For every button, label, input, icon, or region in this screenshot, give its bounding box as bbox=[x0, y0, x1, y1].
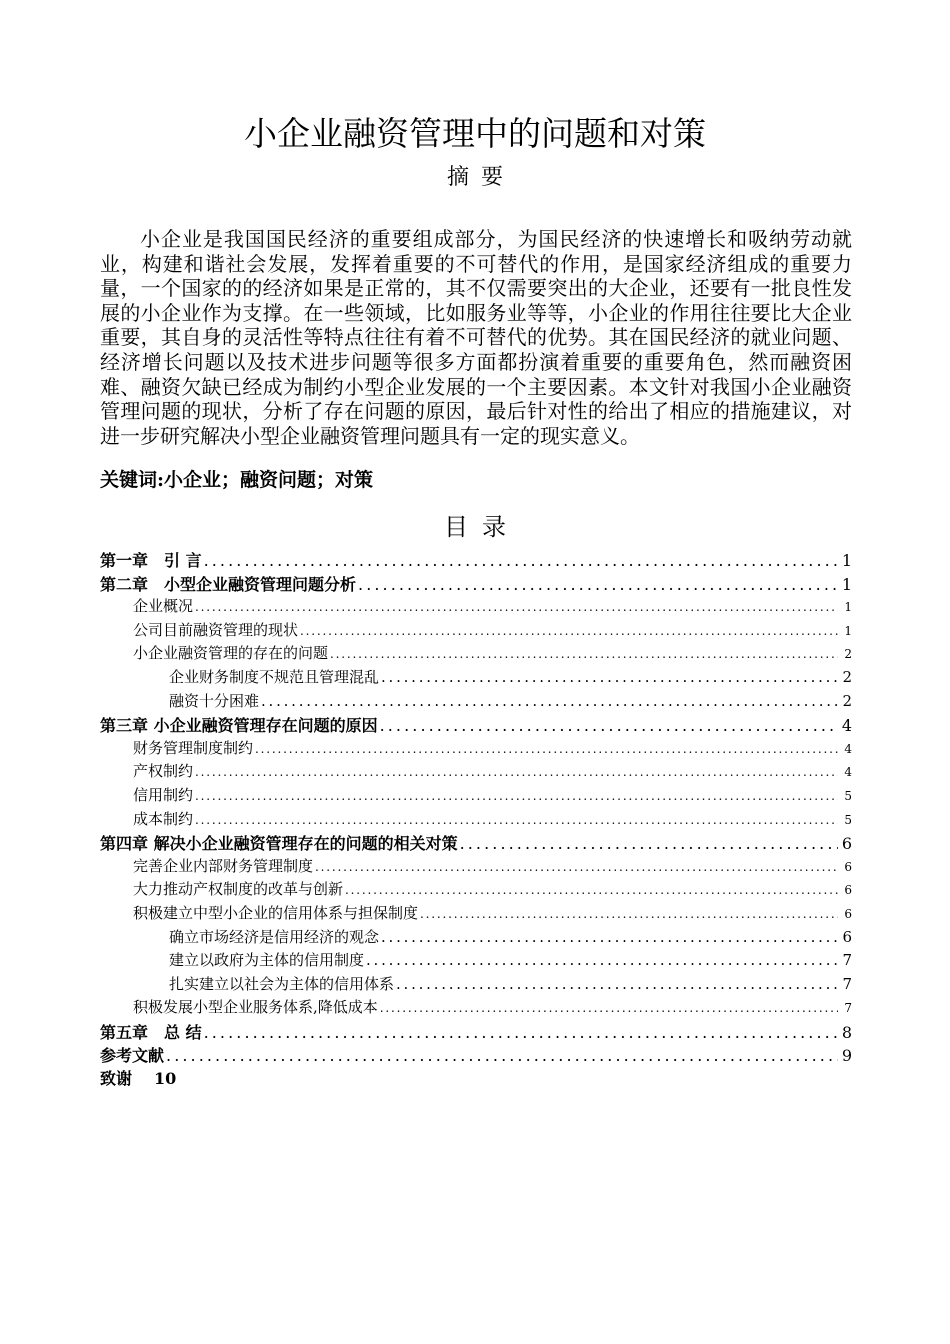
toc-entry-page: 2 bbox=[844, 647, 852, 662]
toc-entry-label: 企业概况 bbox=[133, 597, 194, 616]
toc-entry[interactable] bbox=[100, 855, 852, 879]
toc-leader-dots bbox=[300, 624, 838, 638]
toc-entry-label: 建立以政府为主体的信用制度 bbox=[169, 951, 365, 970]
toc-entry-label: 大力推动产权制度的改革与创新 bbox=[133, 880, 344, 899]
toc-leader-dots bbox=[195, 813, 838, 827]
toc-entry-label: 成本制约 bbox=[133, 809, 194, 828]
toc-entry-page: 8 bbox=[841, 1022, 852, 1042]
toc-leader-dots bbox=[315, 860, 838, 874]
toc-entry-page: 6 bbox=[844, 859, 852, 874]
toc-leader-dots bbox=[396, 975, 838, 993]
toc-entry-page: 7 bbox=[842, 951, 852, 970]
toc-entry-page: 5 bbox=[844, 812, 852, 827]
toc-entry-page: 6 bbox=[844, 883, 852, 898]
toc-entry[interactable] bbox=[100, 926, 852, 950]
toc-entry[interactable] bbox=[100, 1020, 852, 1044]
toc-leader-dots bbox=[460, 834, 838, 853]
toc-entry[interactable] bbox=[100, 713, 852, 737]
toc-entry-page: 4 bbox=[841, 716, 852, 736]
toc-entry[interactable] bbox=[100, 666, 852, 690]
toc-leader-dots bbox=[330, 647, 838, 661]
toc-entry-label: 财务管理制度制约 bbox=[133, 738, 254, 757]
toc-entry-label: 公司目前融资管理的现状 bbox=[133, 620, 299, 639]
toc-heading: 目录 bbox=[444, 513, 520, 541]
toc-entry-label: 第二章 小型企业融资管理问题分析 bbox=[100, 574, 357, 594]
toc-entry-page: 4 bbox=[844, 765, 852, 780]
toc-entry[interactable] bbox=[100, 1043, 852, 1067]
toc-entry[interactable] bbox=[100, 572, 852, 596]
toc-leader-dots bbox=[380, 716, 838, 735]
toc-entry[interactable] bbox=[100, 831, 852, 855]
toc-entry[interactable] bbox=[100, 690, 852, 714]
toc-entry-label: 产权制约 bbox=[133, 762, 194, 781]
toc-entry-label: 小企业融资管理的存在的问题 bbox=[133, 644, 329, 663]
toc-leader-dots bbox=[255, 742, 838, 756]
toc-entry-label: 融资十分困难 bbox=[169, 691, 260, 710]
toc-entry[interactable] bbox=[100, 973, 852, 997]
toc-entry-label: 扎实建立以社会为主体的信用体系 bbox=[169, 974, 395, 993]
toc-leader-dots bbox=[166, 1046, 838, 1065]
toc-entry-label: 信用制约 bbox=[133, 785, 194, 804]
toc-leader-dots bbox=[345, 883, 838, 897]
toc-entry[interactable] bbox=[100, 808, 852, 832]
toc-entry-page: 7 bbox=[842, 974, 852, 993]
toc-entry[interactable] bbox=[100, 949, 852, 973]
toc-entry-label: 第四章 解决小企业融资管理存在的问题的相关对策 bbox=[100, 834, 458, 854]
toc-leader-dots bbox=[381, 928, 838, 946]
toc-entry-page: 1 bbox=[841, 551, 852, 570]
toc-leader-dots bbox=[261, 692, 838, 710]
toc-entry-page: 7 bbox=[844, 1001, 852, 1016]
toc-leader-dots bbox=[195, 765, 838, 779]
toc-entry-page: 2 bbox=[842, 667, 852, 686]
toc-entry-page: 1 bbox=[841, 574, 852, 594]
abstract-heading: 摘要 bbox=[446, 165, 515, 190]
toc-entry-page: 1 bbox=[844, 623, 852, 638]
toc-entry[interactable] bbox=[100, 642, 852, 666]
toc-entry-page: 9 bbox=[841, 1046, 852, 1066]
toc-entry[interactable] bbox=[100, 548, 852, 572]
toc-entry-label: 第三章 小企业融资管理存在问题的原因 bbox=[100, 716, 378, 736]
toc-entry-label: 积极发展小型企业服务体系,降低成本 bbox=[133, 998, 378, 1017]
toc-entry-page: 4 bbox=[844, 741, 852, 756]
toc-entry-page: 10 bbox=[154, 1069, 177, 1089]
toc-entry[interactable] bbox=[100, 902, 852, 926]
toc-leader-dots bbox=[358, 575, 838, 594]
toc-leader-dots bbox=[420, 907, 838, 921]
toc-leader-dots bbox=[195, 789, 838, 803]
toc-entry-page: 2 bbox=[842, 691, 852, 710]
toc-entry[interactable] bbox=[100, 784, 852, 808]
toc-leader-dots bbox=[380, 1001, 838, 1015]
toc-leader-dots bbox=[195, 600, 838, 614]
toc-leader-dots bbox=[204, 551, 838, 570]
toc-entry[interactable] bbox=[100, 737, 852, 761]
toc-entry-label: 完善企业内部财务管理制度 bbox=[133, 856, 314, 875]
toc-entry-label: 第五章 总 结 bbox=[100, 1022, 202, 1042]
toc-entry[interactable] bbox=[100, 760, 852, 784]
toc-entry[interactable] bbox=[100, 619, 852, 643]
toc-entry[interactable] bbox=[100, 878, 852, 902]
toc-leader-dots bbox=[381, 668, 838, 686]
toc-leader-dots bbox=[204, 1023, 838, 1042]
toc-entry-label: 第一章 引 言 bbox=[100, 551, 202, 570]
toc-entry-page: 6 bbox=[841, 834, 852, 854]
toc-entry[interactable] bbox=[100, 1067, 852, 1091]
toc-entry-page: 6 bbox=[844, 906, 852, 921]
toc-entry-label: 确立市场经济是信用经济的观念 bbox=[169, 927, 380, 946]
toc-entry-label: 参考文献 bbox=[100, 1046, 165, 1066]
toc-entry[interactable] bbox=[100, 996, 852, 1020]
abstract-body: 小企业是我国国民经济的重要组成部分，为国民经济的快速增长和吸纳劳动就业，构建和谐社会发展，发挥着重要的不可替代的作用，是国家经济组成的重要力量，一个国家的的经济如果是正常的，其不仅需要突出的大企业，还要有一批良性发展的小企业作为支撑。在一些领域，比如服务业等等，小企业的作用往往要比大企业重要，其自身的灵活性等特点往往有着不可替代的优势。其在国民经济的就业问题、经济增长问题以及技术进步问题等很多方面都扮演着重要的重要角色，然而融资困难、融资欠缺已经成为制约小型企业发展的一个主要因素。本文针对我国小企业融资管理问题的现状，分析了存在问题的原因，最后针对性的给出了相应的措施建议，对进一步研究解决小型企业融资管理问题具有一定的现实意义。 bbox=[100, 227, 852, 448]
toc-entry-label: 致谢 bbox=[100, 1069, 133, 1089]
toc-entry-page: 6 bbox=[842, 927, 852, 946]
toc-entry-label: 企业财务制度不规范且管理混乱 bbox=[169, 667, 380, 686]
table-of-contents bbox=[100, 548, 852, 1091]
document-title: 小企业融资管理中的问题和对策 bbox=[244, 114, 706, 153]
toc-entry-label: 积极建立中型小企业的信用体系与担保制度 bbox=[133, 903, 419, 922]
toc-entry[interactable] bbox=[100, 595, 852, 619]
toc-entry-page: 1 bbox=[844, 600, 852, 615]
keywords-line: 关键词:小企业；融资问题；对策 bbox=[100, 469, 374, 491]
toc-leader-dots bbox=[366, 951, 838, 969]
toc-entry-page: 5 bbox=[844, 788, 852, 803]
